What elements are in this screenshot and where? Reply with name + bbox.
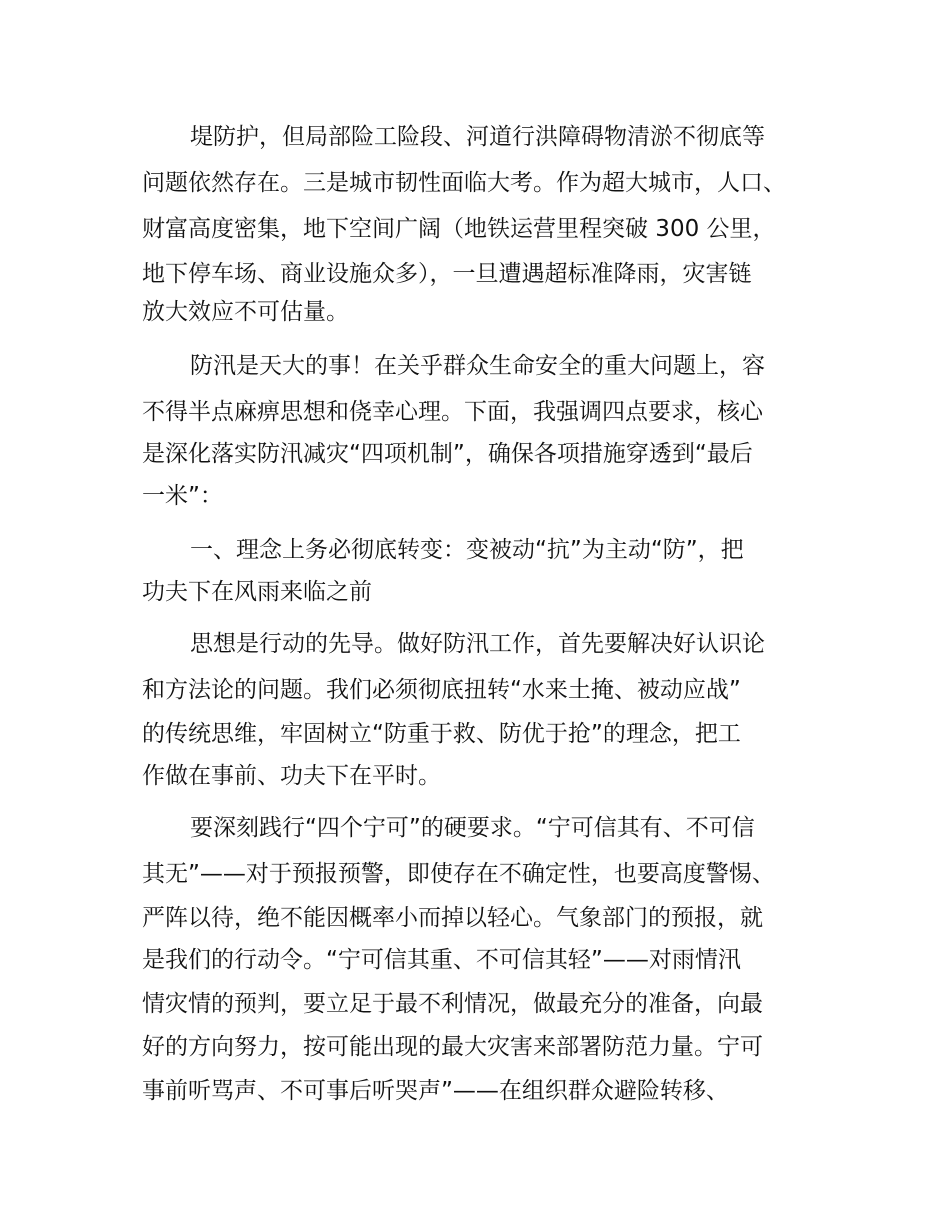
text-line: 的传统思维，牢固树立“防重于救、防优于抢”的理念，把工 xyxy=(142,721,741,747)
text-line: 地下停车场、商业设施众多），一旦遭遇超标准降雨，灾害链 xyxy=(142,261,752,287)
text-line: 情灾情的预判，要立足于最不利情况，做最充分的准备，向最 xyxy=(142,991,763,1017)
text-line: 作做在事前、功夫下在平时。 xyxy=(142,763,441,789)
text-line: 问题依然存在。三是城市韧性面临大考。作为超大城市，人口、 xyxy=(142,170,786,196)
text-line: 放大效应不可估量。 xyxy=(142,299,349,325)
text-line: 好的方向努力，按可能出现的最大灾害来部署防范力量。宁可 xyxy=(142,1034,763,1060)
text-line: 一米”： xyxy=(142,483,223,509)
text-line: 事前听骂声、不可事后听哭声”——在组织群众避险转移、 xyxy=(142,1078,729,1104)
text-line: 堤防护，但局部险工险段、河道行洪障碍物清淤不彻底等 xyxy=(190,124,765,150)
text-line: 是我们的行动令。“宁可信其重、不可信其轻”——对雨情汛 xyxy=(142,947,741,973)
text-line: 防汛是天大的事！在关乎群众生命安全的重大问题上，容 xyxy=(190,353,765,379)
text-line: 要深刻践行“四个宁可”的硬要求。“宁可信其有、不可信 xyxy=(190,815,755,841)
text-line: 严阵以待，绝不能因概率小而掉以轻心。气象部门的预报，就 xyxy=(142,905,763,931)
section-heading-line: 一、理念上务必彻底转变：变被动“抗”为主动“防”，把 xyxy=(190,537,744,563)
text-line: 思想是行动的先导。做好防汛工作，首先要解决好认识论 xyxy=(190,631,765,657)
section-heading-line: 功夫下在风雨来临之前 xyxy=(142,579,372,605)
text-line: 其无”——对于预报预警，即使存在不确定性，也要高度警惕、 xyxy=(142,861,775,887)
text-line: 和方法论的问题。我们必须彻底扭转“水来土掩、被动应战” xyxy=(142,677,741,703)
text-line: 财富高度密集，地下空间广阔（地铁运营里程突破 300 公里， xyxy=(142,216,776,242)
text-line: 不得半点麻痹思想和侥幸心理。下面，我强调四点要求，核心 xyxy=(142,399,763,425)
text-line: 是深化落实防汛减灾“四项机制”，确保各项措施穿透到“最后 xyxy=(142,441,753,467)
